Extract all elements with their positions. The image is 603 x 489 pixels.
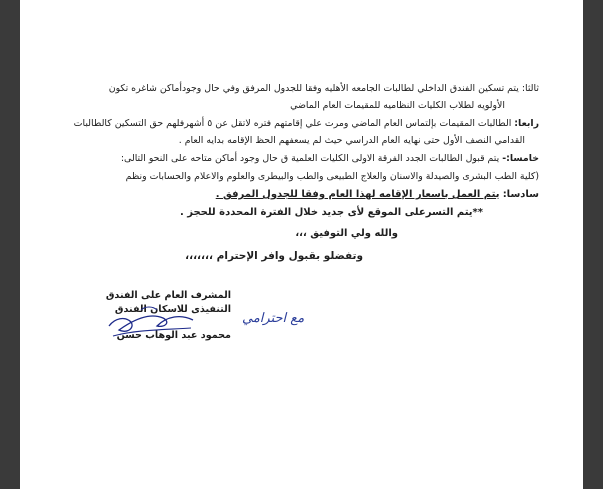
clause-4-label: رابعا: [514,118,539,129]
handwritten-signature [105,300,200,342]
clause-5-text: يتم قبول الطالبات الجدد الفرقة الاولى الكليات العلمية ق حال وجود أماكن متاحه على النحو التالى: [120,153,500,164]
clause-6-text: يتم العمل باسعار الإقامه لهذا العام وفقا للجدول المرفق . [215,189,500,200]
clause-3-text: ثالثا: يتم تسكين الفندق الداخلي لطالبات الجامعه الأهليه وفقا للجدول المرفق وفي حال وجودأماكن شاغره تكون [108,83,539,94]
document-page [20,0,583,489]
clause-6-label: سادسا: [502,189,539,200]
closing-line-2: وتفضلو بقبول وافر الإحترام ،،،،،،، [185,250,363,262]
clause-4-text: الطالبات المقيمات بإلتماس العام الماضي ومرت علي إقامتهم فتره لاتقل عن ٥ أشهرفلهم حق التسكين كالطالبات [73,118,512,129]
clause-4-line-1 [74,118,539,130]
clause-5-label: خامسا:- [502,153,539,164]
signer-name: محمود عبد الوهاب حسن [116,330,231,341]
scan-border-right [583,0,603,489]
clause-5-text-cont: (كلية الطب البشرى والصيدلة والاسنان والعلاج الطبيعى والطب والبيطرى والعلوم والاعلام والحسابات ونظم [125,171,539,182]
handwritten-note: مع احترامي [242,311,305,326]
clause-3-line-2 [290,100,505,112]
clause-4-text-cont: القدامي النصف الأول حتى نهايه العام الدراسي حيث لم يسعفهم الحظ الإقامه بدايه العام . [178,135,525,146]
clause-5-line-1 [121,153,539,165]
scan-border-left [0,0,20,489]
signer-title-line-2: التنفيذى للاسكان الفندق [114,304,231,315]
clause-6 [216,189,539,201]
signer-title-line-1: المشرف العام على الفندق [105,290,231,301]
clause-4-line-2 [179,135,525,147]
clause-3-text-cont: الأولويه لطلاب الكليات النظاميه للمقيمات العام الماضي [290,100,505,111]
clause-5-line-2 [126,171,539,183]
closing-line-1: والله ولي التوفيق ،،، [295,228,398,239]
booking-note: **يتم التسرعلى الموقع لأى جديد خلال الفترة المحددة للحجز . [179,207,483,218]
clause-3-line-1 [109,83,539,95]
